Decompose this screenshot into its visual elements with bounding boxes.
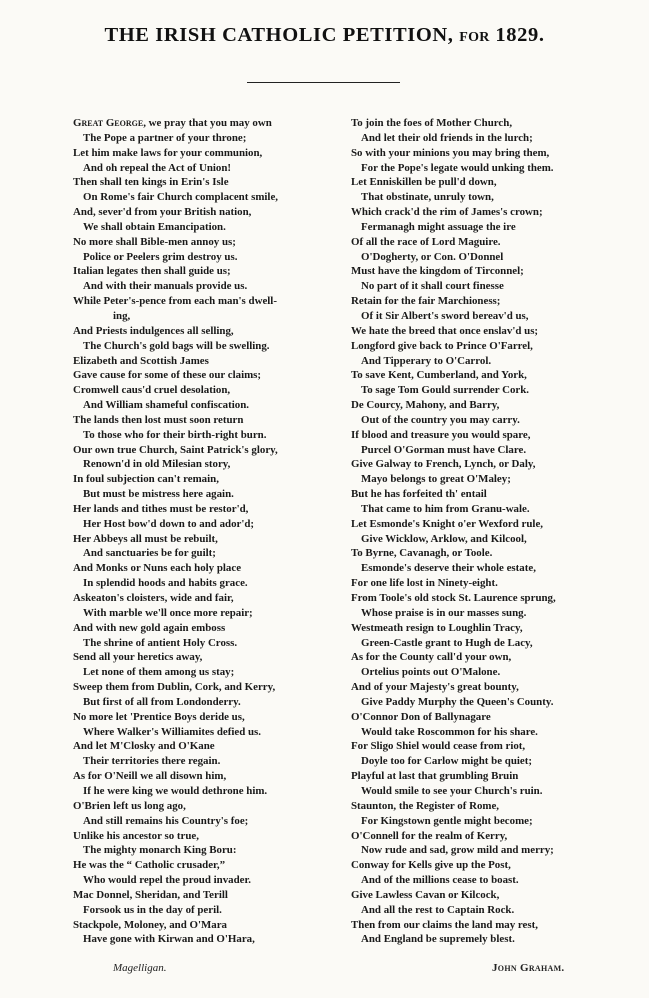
poem-line: And oh repeal the Act of Union! bbox=[83, 161, 232, 174]
poem-line: Give Lawless Cavan or Kilcock, bbox=[351, 888, 500, 901]
poem-line: In foul subjection can't remain, bbox=[73, 473, 219, 486]
poem-line: O'Connor Don of Ballynagare bbox=[351, 710, 491, 723]
poem-line: Have gone with Kirwan and O'Hara, bbox=[83, 933, 255, 946]
poem-line: Whose praise is in our masses sung. bbox=[361, 606, 527, 619]
poem-line: Doyle too for Carlow might be quiet; bbox=[361, 755, 533, 768]
poem-line: And with new gold again emboss bbox=[73, 621, 226, 634]
poem-line: That obstinate, unruly town, bbox=[361, 191, 494, 204]
poem-line: And of the millions cease to boast. bbox=[361, 874, 519, 887]
poem-line: Westmeath resign to Loughlin Tracy, bbox=[351, 621, 523, 634]
poem-line: ing, bbox=[113, 309, 131, 322]
poem-line: That came to him from Granu-wale. bbox=[361, 502, 530, 515]
poem-line: Give Galway to French, Lynch, or Daly, bbox=[351, 458, 536, 471]
title-year: 1829. bbox=[495, 24, 545, 46]
poem-line: Cromwell caus'd cruel desolation, bbox=[73, 384, 231, 397]
poem-line: Which crack'd the rim of James's crown; bbox=[351, 206, 543, 219]
poem-line: He was the “ Catholic crusader,” bbox=[73, 859, 226, 872]
poem-line: Her Abbeys all must be rebuilt, bbox=[73, 532, 218, 545]
poem-line: Unlike his ancestor so true, bbox=[73, 829, 199, 842]
poem-line: For Kingstown gentle might become; bbox=[361, 814, 533, 827]
poem-line: Askeaton's cloisters, wide and fair, bbox=[73, 592, 234, 604]
poem-line: To sage Tom Gould surrender Cork. bbox=[361, 384, 530, 397]
poem-line: Let Enniskillen be pull'd down, bbox=[351, 176, 497, 189]
poem-line: Green-Castle grant to Hugh de Lacy, bbox=[361, 636, 533, 649]
poem-line: Would smile to see your Church's ruin. bbox=[361, 784, 543, 797]
poem-line: In splendid hoods and habits grace. bbox=[83, 577, 248, 590]
poem-line: And still remains his Country's foe; bbox=[83, 814, 249, 827]
poem-line: Must have the kingdom of Tirconnel; bbox=[351, 265, 524, 278]
page-title bbox=[0, 24, 649, 47]
poem-line: And of your Majesty's great bounty, bbox=[351, 681, 519, 694]
poem-line: Out of the country you may carry. bbox=[361, 413, 520, 426]
poem-line: The lands then lost must soon return bbox=[73, 413, 244, 426]
poem-line: Staunton, the Register of Rome, bbox=[351, 799, 500, 812]
poem-line: But he has forfeited th' entail bbox=[351, 488, 487, 501]
poem-line: Ortelius points out O'Malone. bbox=[361, 666, 501, 679]
poem-line: Sweep them from Dublin, Cork, and Kerry, bbox=[73, 681, 276, 694]
poem-line: Mac Donnel, Sheridan, and Terill bbox=[73, 888, 228, 901]
poem-line: Great George, we pray that you may own bbox=[73, 117, 272, 129]
poem-line: Of all the race of Lord Maguire. bbox=[351, 235, 501, 248]
poem-line: Let none of them among us stay; bbox=[83, 666, 235, 679]
poem-line: On Rome's fair Church complacent smile, bbox=[83, 191, 279, 204]
poem-line: Then shall ten kings in Erin's Isle bbox=[73, 176, 229, 189]
poem-line: The Church's gold bags will be swelling. bbox=[83, 339, 270, 352]
poem-line: No more let 'Prentice Boys deride us, bbox=[73, 710, 245, 723]
poem-line: With marble we'll once more repair; bbox=[83, 606, 253, 619]
poem-line: Then from our claims the land may rest, bbox=[351, 918, 538, 931]
poem-line: Her lands and tithes must be restor'd, bbox=[73, 502, 249, 515]
poem-line: Let him make laws for your communion, bbox=[73, 146, 263, 159]
poem-line: Gave cause for some of these our claims; bbox=[73, 369, 262, 382]
poem-line: For the Pope's legate would unking them. bbox=[361, 161, 554, 174]
poem-line: And with their manuals provide us. bbox=[83, 280, 248, 293]
poem-line: Send all your heretics away, bbox=[73, 651, 203, 664]
poem-line: And Monks or Nuns each holy place bbox=[73, 562, 242, 575]
poem-line: Mayo belongs to great O'Maley; bbox=[361, 473, 511, 486]
poem-line: Playful at last that grumbling Bruin bbox=[351, 770, 519, 783]
poem-line: And William shameful confiscation. bbox=[83, 399, 250, 412]
poem-line: But first of all from Londonderry. bbox=[83, 695, 241, 708]
poem-column-right bbox=[351, 116, 631, 947]
poem-line: And England be supremely blest. bbox=[361, 933, 515, 946]
poem-line: Her Host bow'd down to and ador'd; bbox=[83, 517, 255, 530]
poem-line: Give Paddy Murphy the Queen's County. bbox=[361, 695, 554, 708]
poem-line: To Byrne, Cavanagh, or Toole. bbox=[351, 547, 493, 560]
poem-line: And all the rest to Captain Rock. bbox=[361, 903, 515, 916]
poem-line: To those who for their birth-right burn. bbox=[83, 428, 267, 441]
poem-line: Fermanagh might assuage the ire bbox=[361, 220, 516, 233]
poem-line: Who would repel the proud invader. bbox=[83, 874, 252, 887]
poem-line: If blood and treasure you would spare, bbox=[351, 428, 531, 441]
poem-line: Our own true Church, Saint Patrick's glory, bbox=[73, 443, 278, 456]
poem-line: If he were king we would dethrone him. bbox=[83, 784, 268, 797]
title-rule-divider bbox=[247, 82, 400, 83]
poem-column-left bbox=[73, 116, 341, 947]
poem-line: We hate the breed that once enslav'd us; bbox=[351, 324, 539, 337]
poem-line: And sanctuaries be for guilt; bbox=[83, 547, 216, 560]
poem-line: Of it Sir Albert's sword bereav'd us, bbox=[361, 309, 529, 322]
poem-line: For Sligo Shiel would cease from riot, bbox=[351, 740, 526, 753]
title-main: THE IRISH CATHOLIC PETITION, bbox=[104, 24, 454, 46]
poem-line: Forsook us in the day of peril. bbox=[83, 903, 222, 916]
poem-line: From Toole's old stock St. Laurence sprung, bbox=[351, 592, 556, 604]
footer-author: John Graham. bbox=[492, 962, 565, 974]
poem-line: And Priests indulgences all selling, bbox=[73, 324, 234, 337]
poem-line: Now rude and sad, grow mild and merry; bbox=[361, 844, 554, 857]
poem-line: Let Esmonde's Knight o'er Wexford rule, bbox=[351, 517, 543, 530]
poem-line: O'Brien left us long ago, bbox=[73, 799, 186, 812]
poem-line: The Pope a partner of your throne; bbox=[83, 131, 247, 144]
poem-line: To join the foes of Mother Church, bbox=[351, 117, 513, 129]
poem-line: Would take Roscommon for his share. bbox=[361, 725, 538, 738]
poem-line: But must be mistress here again. bbox=[83, 488, 234, 501]
poem-line: And Tipperary to O'Carrol. bbox=[361, 354, 492, 367]
poem-line: The mighty monarch King Boru: bbox=[83, 844, 237, 857]
poem-line: O'Dogherty, or Con. O'Donnel bbox=[361, 250, 504, 263]
poem-line: Conway for Kells give up the Post, bbox=[351, 859, 511, 872]
footer-place: Magelligan. bbox=[113, 962, 167, 974]
poem-line: No part of it shall court finesse bbox=[361, 280, 504, 293]
poem-line: Retain for the fair Marchioness; bbox=[351, 295, 501, 308]
title-for: FOR bbox=[459, 30, 490, 45]
poem-line: And, sever'd from your British nation, bbox=[73, 206, 252, 219]
poem-line: And let M'Closky and O'Kane bbox=[73, 740, 215, 753]
poem-line: To save Kent, Cumberland, and York, bbox=[351, 369, 527, 382]
poem-line: Elizabeth and Scottish James bbox=[73, 354, 209, 367]
poem-line: And let their old friends in the lurch; bbox=[361, 131, 533, 144]
poem-line: The shrine of antient Holy Cross. bbox=[83, 636, 238, 649]
poem-line: Stackpole, Moloney, and O'Mara bbox=[73, 918, 227, 931]
poem-line: Purcel O'Gorman must have Clare. bbox=[361, 443, 527, 456]
poem-line: Italian legates then shall guide us; bbox=[73, 265, 231, 278]
poem-line: Renown'd in old Milesian story, bbox=[83, 458, 231, 471]
poem-line: O'Connell for the realm of Kerry, bbox=[351, 829, 508, 842]
poem-line: While Peter's-pence from each man's dwell- bbox=[73, 295, 277, 308]
poem-line: Longford give back to Prince O'Farrel, bbox=[351, 339, 533, 352]
poem-line: For one life lost in Ninety-eight. bbox=[351, 577, 498, 590]
poem-line: Police or Peelers grim destroy us. bbox=[83, 250, 238, 263]
poem-line: So with your minions you may bring them, bbox=[351, 146, 550, 159]
poem-line: No more shall Bible-men annoy us; bbox=[73, 235, 236, 248]
poem-line: We shall obtain Emancipation. bbox=[83, 220, 226, 233]
poem-line: Their territories there regain. bbox=[83, 755, 221, 768]
poem-line: De Courcy, Mahony, and Barry, bbox=[351, 399, 500, 412]
poem-line: Give Wicklow, Arklow, and Kilcool, bbox=[361, 532, 527, 545]
poem-line: As for O'Neill we all disown him, bbox=[73, 770, 227, 783]
poem-line: Esmonde's deserve their whole estate, bbox=[361, 562, 536, 575]
poem-line: As for the County call'd your own, bbox=[351, 651, 512, 664]
poem-line: Where Walker's Williamites defied us. bbox=[83, 725, 261, 738]
